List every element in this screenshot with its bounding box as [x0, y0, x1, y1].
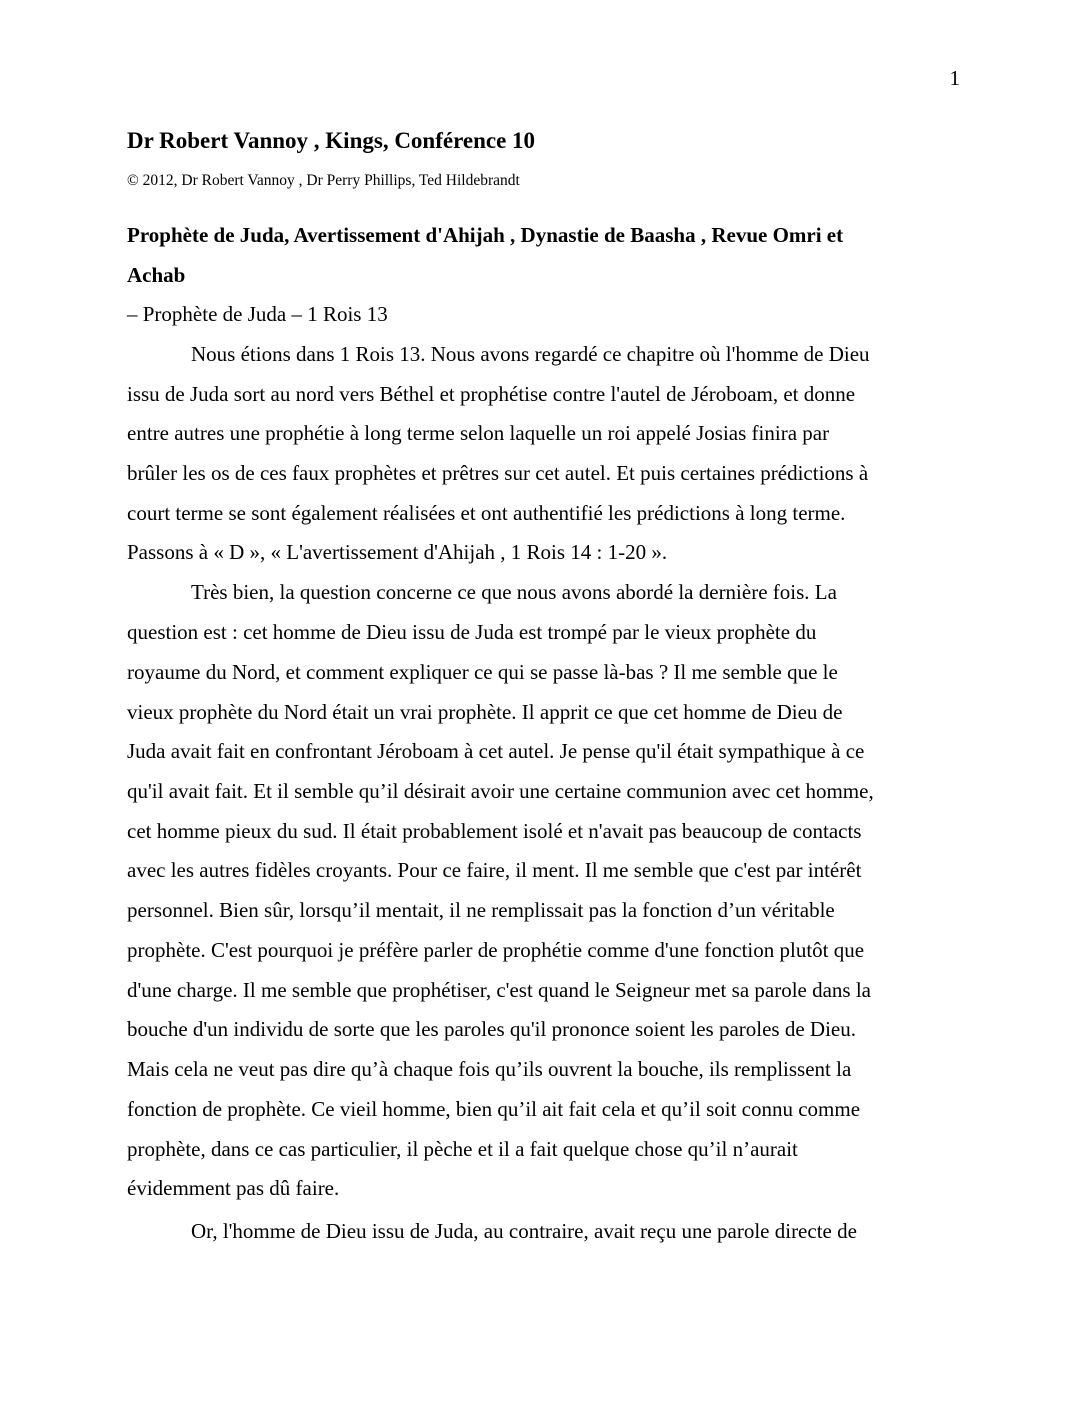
body-line: prophète. C'est pourquoi je préfère parler de prophétie comme d'une fonction plutôt que	[127, 938, 865, 962]
subtitle-line: Prophète de Juda, Avertissement d'Ahijah , Dynastie de Baasha , Revue Omri et	[127, 223, 844, 247]
body-line: Mais cela ne veut pas dire qu’à chaque fois qu’ils ouvrent la bouche, ils remplissent la	[127, 1057, 852, 1081]
body-line: court terme se sont également réalisées et ont authentifié les prédictions à long terme.	[127, 501, 846, 525]
body-line: Or, l'homme de Dieu issu de Juda, au contraire, avait reçu une parole directe de	[191, 1219, 857, 1243]
document-title: Dr Robert Vannoy , Kings, Conférence 10	[127, 128, 536, 153]
body-line: Nous étions dans 1 Rois 13. Nous avons regardé ce chapitre où l'homme de Dieu	[191, 342, 870, 366]
body-line: prophète, dans ce cas particulier, il pèche et il a fait quelque chose qu’il n’aurait	[127, 1137, 798, 1161]
body-line: avec les autres fidèles croyants. Pour ce faire, il ment. Il me semble que c'est par intérêt	[127, 858, 862, 882]
body-line: vieux prophète du Nord était un vrai prophète. Il apprit ce que cet homme de Dieu de	[127, 700, 843, 724]
body-line: personnel. Bien sûr, lorsqu’il mentait, il ne remplissait pas la fonction d’un véritable	[127, 898, 835, 922]
body-line: cet homme pieux du sud. Il était probablement isolé et n'avait pas beaucoup de contacts	[127, 819, 862, 843]
section-heading: – Prophète de Juda – 1 Rois 13	[127, 302, 388, 326]
body-line: royaume du Nord, et comment expliquer ce qui se passe là-bas ? Il me semble que le	[127, 660, 838, 684]
page-number: 1	[949, 66, 960, 90]
body-line: brûler les os de ces faux prophètes et prêtres sur cet autel. Et puis certaines prédictions à	[127, 461, 869, 485]
body-line: fonction de prophète. Ce vieil homme, bien qu’il ait fait cela et qu’il soit connu comme	[127, 1097, 861, 1121]
body-line: Juda avait fait en confrontant Jéroboam à cet autel. Je pense qu'il était sympathique à ce	[127, 739, 865, 763]
body-line: question est : cet homme de Dieu issu de Juda est trompé par le vieux prophète du	[127, 620, 817, 644]
subtitle-line: Achab	[127, 263, 186, 287]
body-line: entre autres une prophétie à long terme selon laquelle un roi appelé Josias finira par	[127, 421, 830, 445]
body-line: d'une charge. Il me semble que prophétiser, c'est quand le Seigneur met sa parole dans la	[127, 978, 872, 1002]
body-line: Très bien, la question concerne ce que nous avons abordé la dernière fois. La	[191, 580, 837, 604]
body-line: bouche d'un individu de sorte que les paroles qu'il prononce soient les paroles de Dieu.	[127, 1017, 856, 1041]
body-line: qu'il avait fait. Et il semble qu’il désirait avoir une certaine communion avec cet homme,	[127, 779, 874, 803]
body-line: Passons à « D », « L'avertissement d'Ahijah , 1 Rois 14 : 1-20 ».	[127, 540, 668, 564]
body-line: issu de Juda sort au nord vers Béthel et prophétise contre l'autel de Jéroboam, et donne	[127, 382, 856, 406]
body-line: évidemment pas dû faire.	[127, 1176, 340, 1200]
copyright-line: © 2012, Dr Robert Vannoy , Dr Perry Phillips, Ted Hildebrandt	[127, 172, 520, 189]
